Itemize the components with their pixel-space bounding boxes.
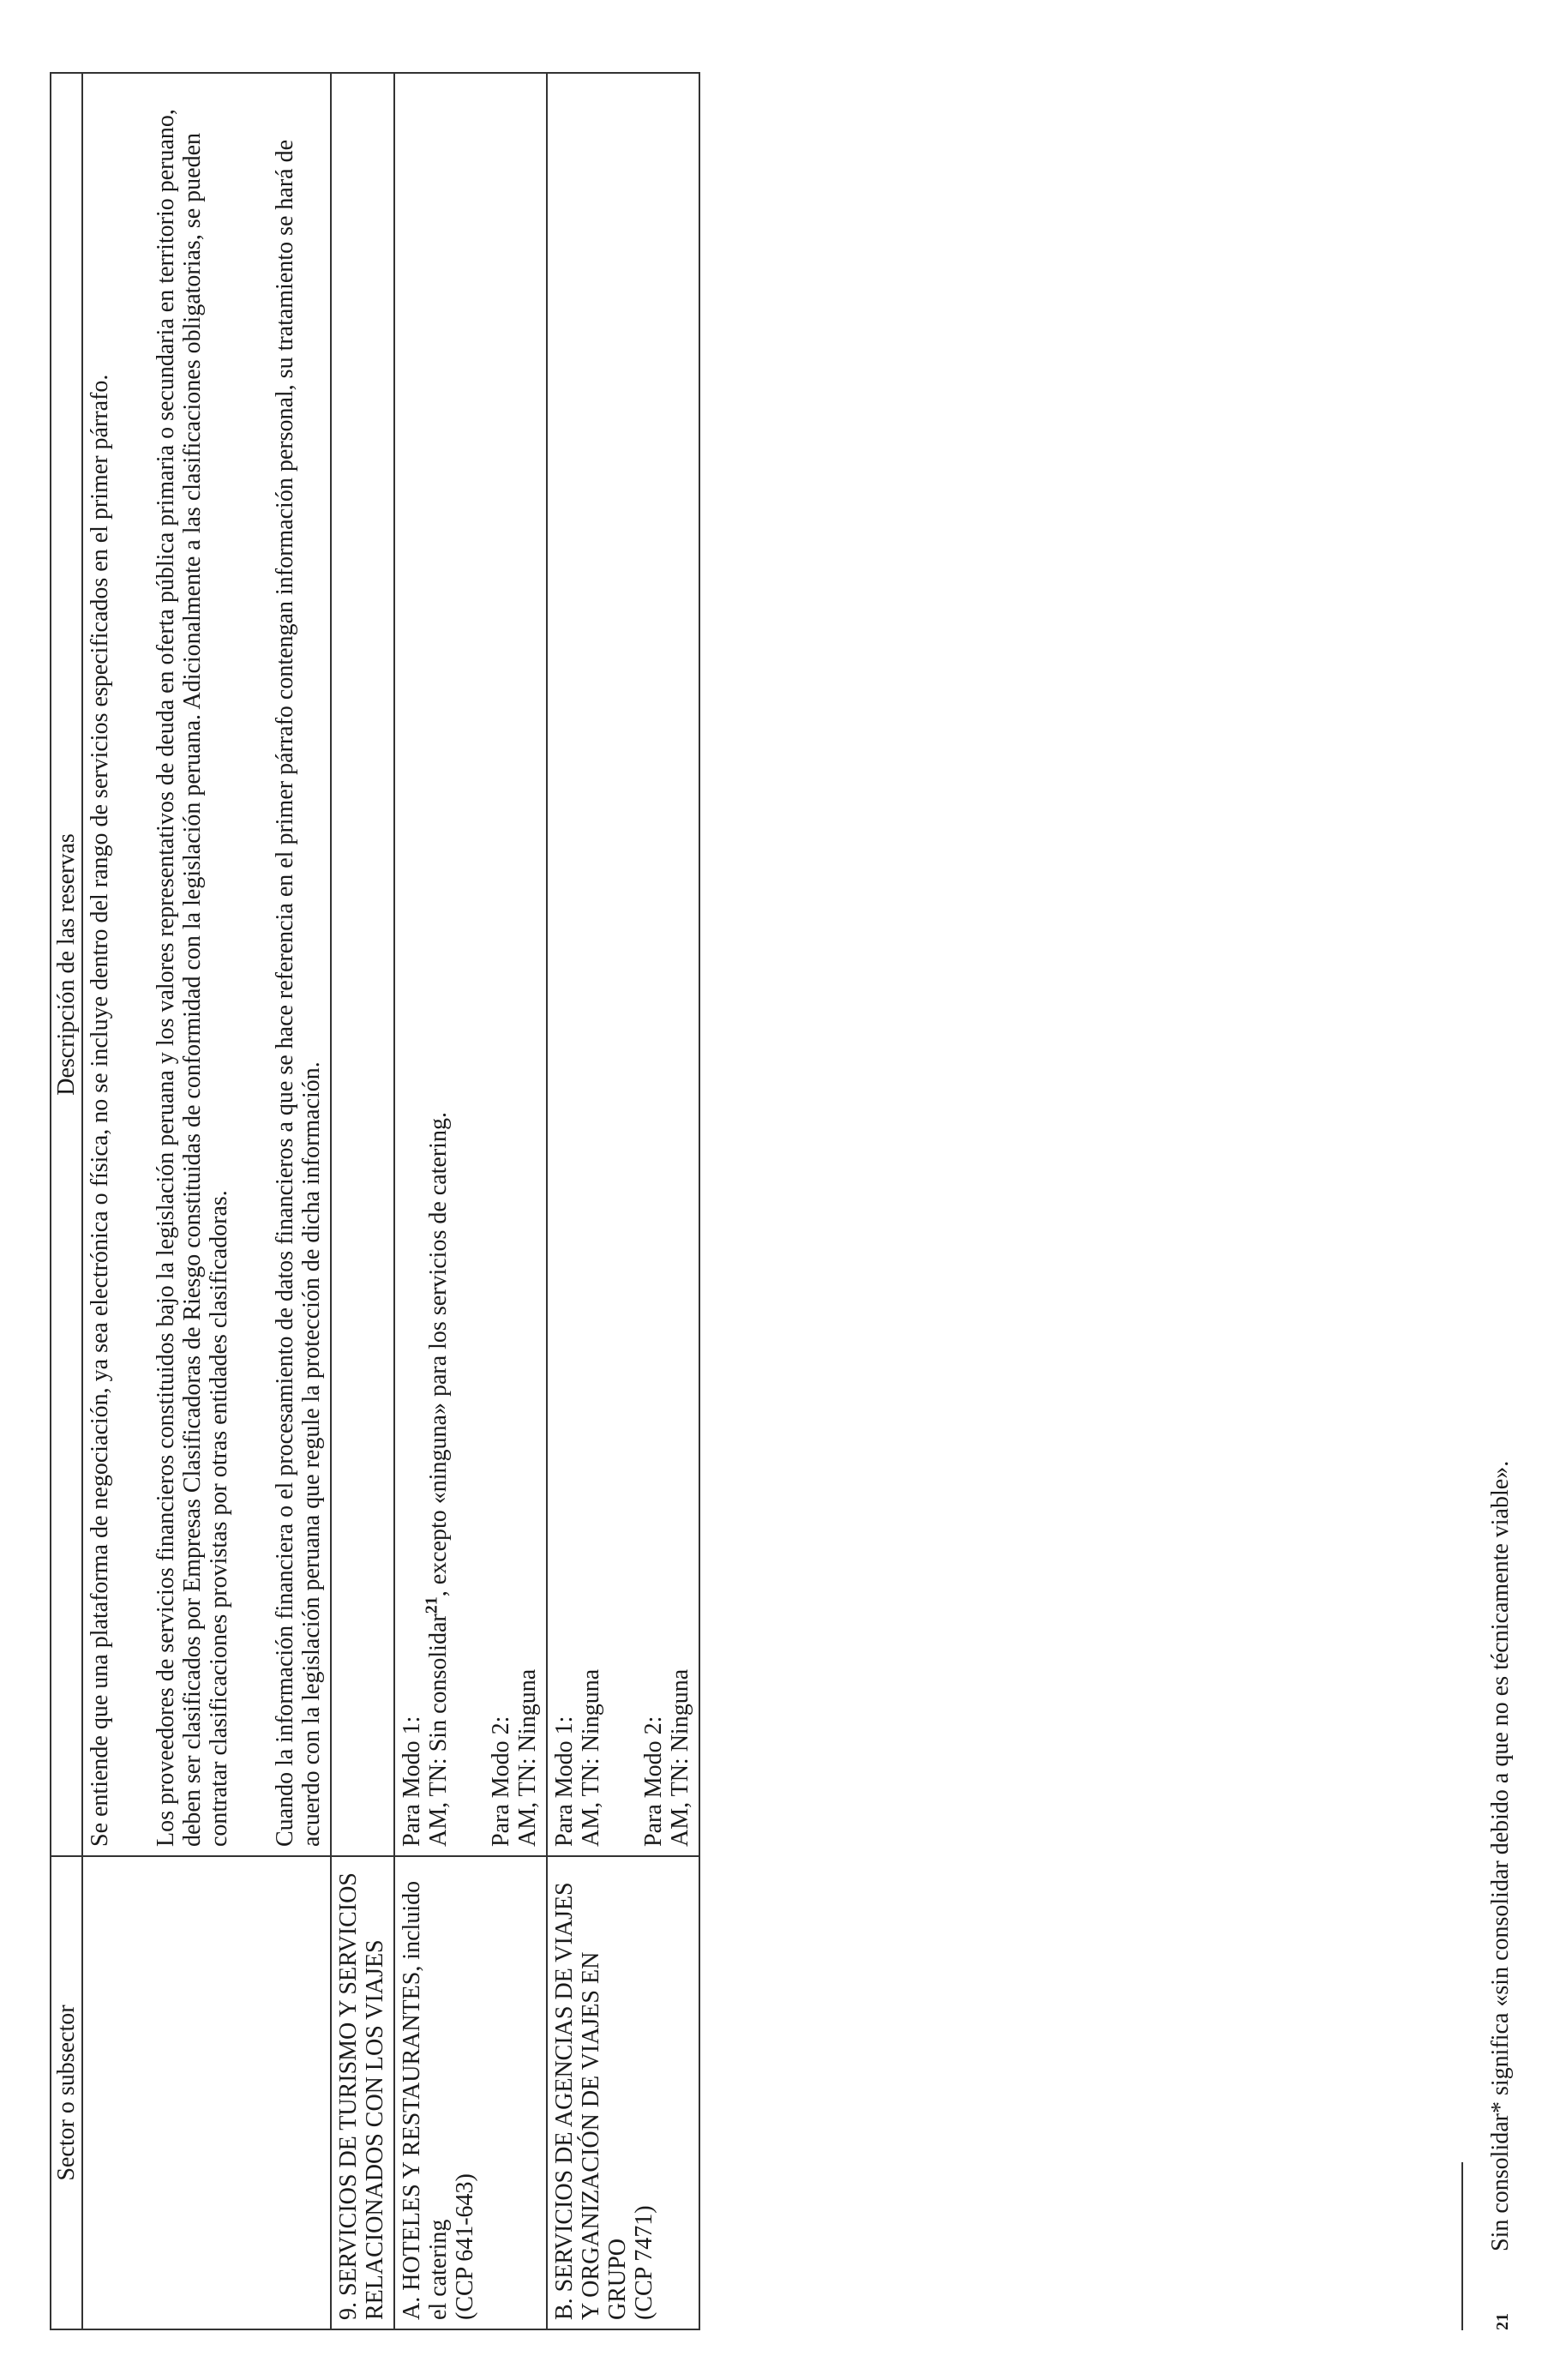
- table-row-travel-agencies: [547, 73, 699, 2329]
- footnote-ref[interactable]: 21: [422, 1596, 441, 1614]
- description-cell: [82, 73, 331, 1856]
- footnote-number: 21: [1493, 2313, 1512, 2330]
- table-header-row: [51, 73, 82, 2329]
- sector-hotels-name: A. HOTELES Y RESTAURANTES, incluido el catering: [399, 1880, 452, 2320]
- sector-cell-empty: [82, 1856, 331, 2329]
- footnote: [1487, 1461, 1516, 2330]
- description-cell-hotels: [394, 73, 547, 1856]
- mode1-text: AM, TN: Ninguna: [578, 1668, 604, 1847]
- reservations-table: [50, 72, 700, 2330]
- table-row-continuation: [82, 73, 331, 2329]
- table-row-hotels: [394, 73, 547, 2329]
- paragraph-trading-platform: Se entiende que una plataforma de negociación, ya sea electrónica o física, no se incluye dentro del rango de servicios especificados en el primer párrafo.: [87, 374, 113, 1847]
- mode2-text: AM, TN: Ninguna: [667, 1668, 693, 1847]
- description-cell-section-9: [331, 73, 394, 1856]
- mode2-title: Para Modo 2:: [640, 1716, 667, 1847]
- mode1-text-before: AM, TN: Sin consolidar: [425, 1614, 452, 1847]
- mode1-title: Para Modo 1:: [551, 1716, 578, 1847]
- footnote-separator: [1461, 2162, 1463, 2330]
- mode2-text: AM, TN: Ninguna: [514, 1668, 541, 1847]
- sector-hotels-code: (CCP 641-643): [452, 2173, 478, 2320]
- mode1-title: Para Modo 1:: [399, 1716, 425, 1847]
- mode1-text: [422, 82, 452, 1847]
- sector-cell-travel-agencies: [547, 1856, 699, 2329]
- sector-cell-section-9: 9. SERVICIOS DE TURISMO Y SERVICIOS RELACIONADOS CON LOS VIAJES: [331, 1856, 394, 2329]
- header-description: Descripción de las reservas: [51, 73, 82, 1856]
- paragraph-rating-agencies: Los proveedores de servicios financieros constituidos bajo la legislación peruana y los valores representativos de deuda en oferta pública primaria o secundaria en territorio peruano, deben ser clasificados por Empresas Clasificadoras de Riesgo constituidas de conformidad con la legislación peruana. Adicionalmente a las clasificaciones obligatorias, se pueden contratar clasificaciones provistas por otras entidades clasificadoras.: [153, 109, 232, 1847]
- sector-cell-hotels: [394, 1856, 547, 2329]
- footnote-text: Sin consolidar* significa «sin consolidar debido a que no es técnicamente viable».: [1487, 1460, 1514, 2251]
- mode1-text-after: , excepto «ninguna» para los servicios de catering.: [425, 1112, 452, 1597]
- mode2-title: Para Modo 2:: [488, 1716, 514, 1847]
- paragraph-personal-data: Cuando la información financiera o el procesamiento de datos financieros a que se hace referencia en el primer párrafo contengan información personal, su tratamiento se hará de acuerdo con la legislación peruana que regule la protección de dicha información.: [272, 139, 325, 1847]
- sector-travel-code: (CCP 7471): [631, 2205, 657, 2320]
- header-sector: Sector o subsector: [51, 1856, 82, 2329]
- sector-travel-name: B. SERVICIOS DE AGENCIAS DE VIAJES Y ORGANIZACIÓN DE VIAJES EN GRUPO: [551, 1882, 631, 2320]
- table-row-section-9: [331, 73, 394, 2329]
- description-cell-travel-agencies: [547, 73, 699, 1856]
